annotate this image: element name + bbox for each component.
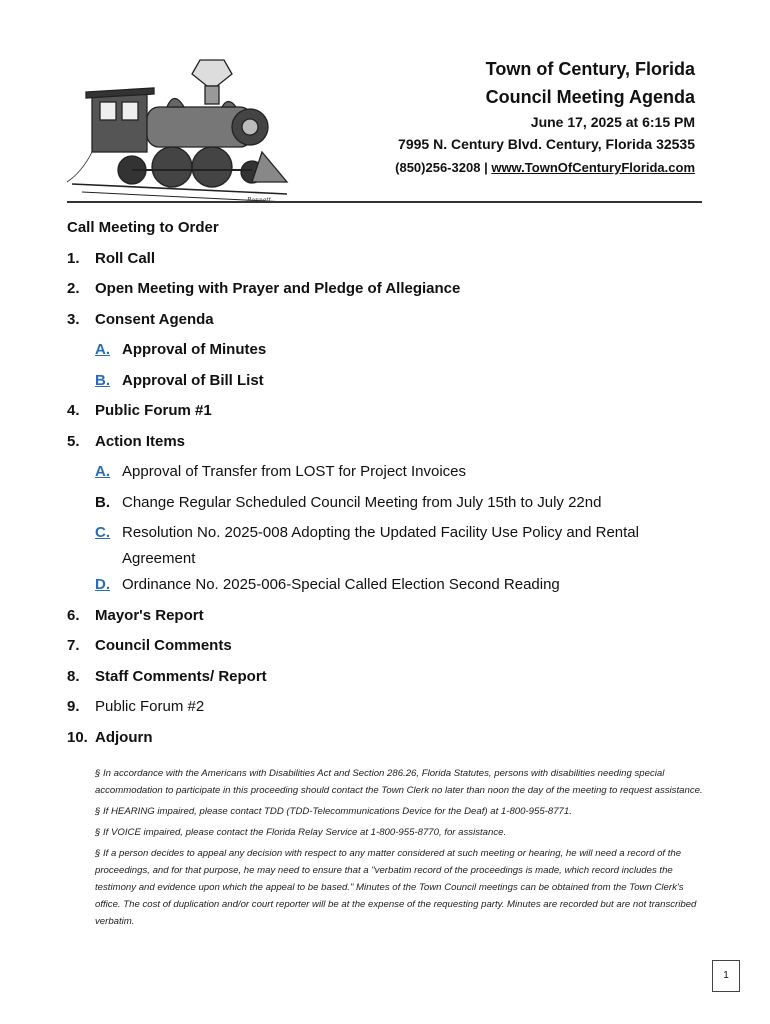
meeting-datetime: June 17, 2025 at 6:15 PM	[530, 114, 695, 130]
item-number: 6.	[67, 606, 80, 624]
agenda-item-5	[67, 429, 707, 460]
item-number: 5.	[67, 432, 80, 450]
agenda-item-3	[67, 307, 707, 338]
call-to-order	[67, 215, 707, 246]
subitem-3b	[67, 368, 707, 399]
item-number: 1.	[67, 249, 80, 267]
subitem-5a	[67, 459, 707, 490]
page-title: Council Meeting Agenda	[485, 87, 695, 107]
agenda-item-6	[67, 603, 707, 634]
subitem-label: Change Regular Scheduled Council Meeting from July 15th to July 22nd	[122, 493, 602, 511]
hearing-notice: § If HEARING impaired, please contact TDD (TDD-Telecommunications Device for the Deaf) at 1-800-955-8771.	[95, 806, 572, 817]
item-number: 8.	[67, 667, 80, 685]
artist-signature: Bennett	[247, 197, 272, 204]
item-label: Open Meeting with Prayer and Pledge of Allegiance	[95, 280, 461, 297]
agenda-item-10	[67, 725, 707, 756]
meeting-address: 7995 N. Century Blvd. Century, Florida 32535	[398, 136, 695, 152]
subitem-5c	[67, 520, 707, 572]
subitem-5b	[67, 490, 707, 521]
subitem-link[interactable]: A.	[95, 463, 110, 480]
item-label: Adjourn	[95, 728, 153, 746]
appeal-notice: § If a person decides to appeal any decision with respect to any matter considered at such meeting or hearing, he will need a record of the proceedings, and for that purpose, he may need to ensure that a "verbatim record of the proceedings is made, which record includes the testimony and evidence upon which the appeal to be based." Minutes of the Town Council meetings can be obtained from the Town Clerk's office. The cost of duplication and/or court reporter will be at the expense of the requesting party. Minutes are recorded but are not transcribed verbatim.	[95, 848, 697, 927]
item-label: Staff Comments/ Report	[95, 667, 267, 685]
letterhead	[0, 0, 770, 205]
item-number: 4.	[67, 402, 80, 419]
subitem-label: Ordinance No. 2025-006-Special Called Election Second Reading	[122, 576, 560, 593]
subitem-letter: B.	[95, 493, 110, 511]
subitem-label: Approval of Transfer from LOST for Project Invoices	[122, 463, 467, 480]
contact-line	[395, 155, 695, 180]
agenda-item-1	[67, 246, 707, 277]
header-divider	[67, 201, 702, 203]
separator: |	[484, 160, 488, 175]
subitem-label: Resolution No. 2025-008 Adopting the Updated Facility Use Policy and Rental Agreement	[122, 524, 639, 567]
subitem-link[interactable]: D.	[95, 576, 110, 593]
item-number: 10.	[67, 728, 88, 746]
agenda-item-7	[67, 633, 707, 664]
phone-number: (850)256-3208	[395, 160, 481, 175]
item-number: 9.	[67, 698, 80, 715]
subitem-label: Approval of Bill List	[122, 371, 264, 389]
item-label: Public Forum #2	[95, 698, 205, 715]
item-number: 7.	[67, 637, 80, 654]
subitem-link[interactable]: A.	[95, 341, 110, 358]
item-number: 2.	[67, 280, 80, 297]
item-number: 3.	[67, 310, 80, 328]
agenda-item-2	[67, 276, 707, 307]
town-name: Town of Century, Florida	[485, 59, 695, 79]
page-number: 1	[712, 960, 740, 992]
item-label: Consent Agenda	[95, 310, 214, 328]
call-to-order-label: Call Meeting to Order	[67, 219, 219, 236]
ada-notice: § In accordance with the Americans with Disabilities Act and Section 286.26, Florida Statutes, persons with disabilities needing special accommodation to participate in this proceeding should contact the Town Clerk no later than noon the day of the meeting to request assistance.	[95, 768, 703, 796]
title-block	[395, 55, 695, 180]
agenda-item-4	[67, 398, 707, 429]
subitem-link[interactable]: C.	[95, 524, 110, 541]
agenda-item-9	[67, 694, 707, 725]
subitem-label: Approval of Minutes	[122, 341, 267, 358]
agenda-list	[67, 215, 707, 755]
website-link[interactable]: www.TownOfCenturyFlorida.com	[491, 160, 695, 175]
locomotive-illustration	[62, 52, 292, 212]
item-label: Mayor's Report	[95, 606, 204, 624]
item-label: Public Forum #1	[95, 402, 212, 419]
voice-notice: § If VOICE impaired, please contact the Florida Relay Service at 1-800-955-8770, for assistance.	[95, 827, 507, 838]
subitem-5d	[67, 572, 707, 603]
item-label: Council Comments	[95, 637, 232, 654]
subitem-3a	[67, 337, 707, 368]
item-label: Roll Call	[95, 249, 156, 267]
footnotes	[95, 765, 705, 934]
item-label: Action Items	[95, 432, 186, 450]
agenda-item-8	[67, 664, 707, 695]
subitem-link[interactable]: B.	[95, 371, 110, 389]
